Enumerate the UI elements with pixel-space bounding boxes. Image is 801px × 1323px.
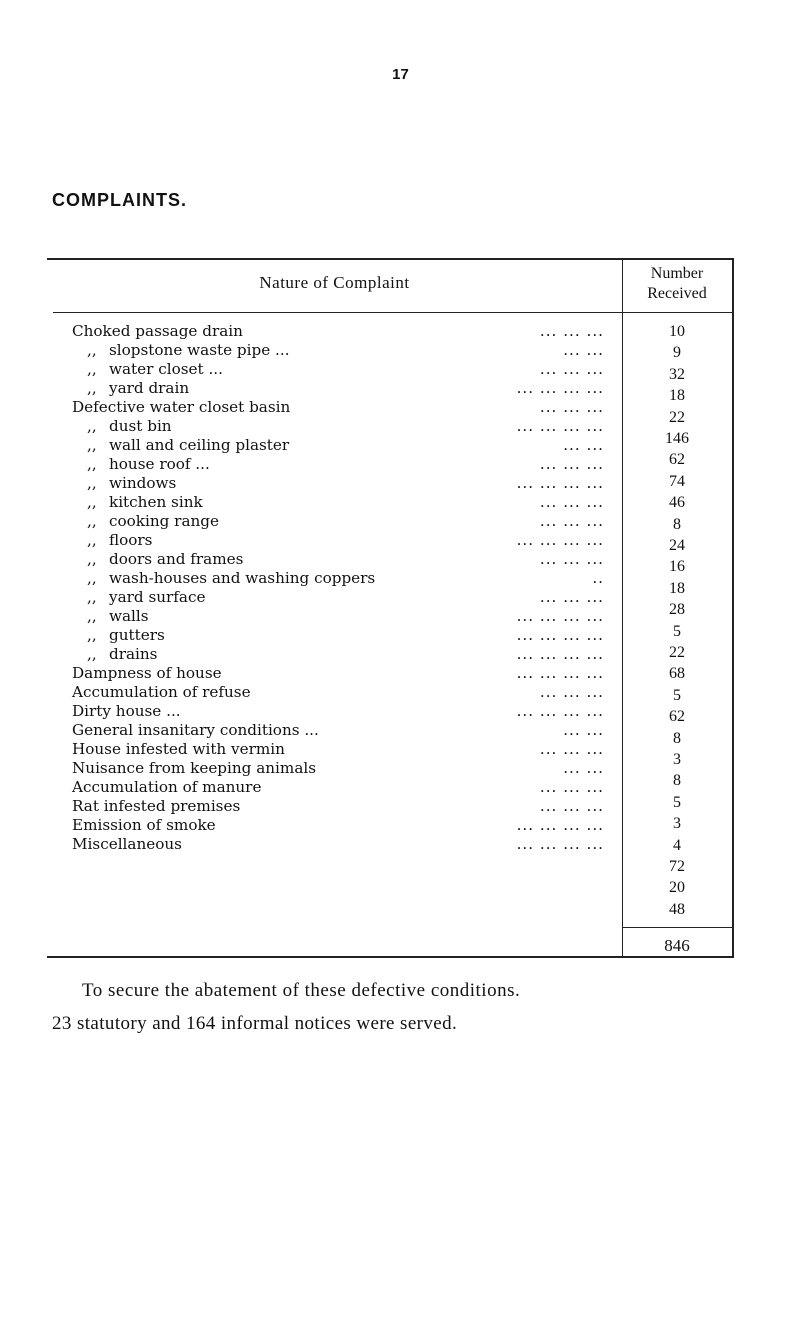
table-row xyxy=(47,493,734,512)
complaint-text: slopstone waste pipe ... xyxy=(109,341,290,359)
leader-dots: ... ... ... ... xyxy=(516,474,604,492)
leader-dots: ... ... ... xyxy=(539,512,604,530)
ditto-mark: ,, xyxy=(87,379,97,397)
complaint-label xyxy=(87,531,152,550)
complaint-text: water closet ... xyxy=(109,360,223,378)
number-received: 72 xyxy=(669,858,685,875)
number-received: 62 xyxy=(669,708,685,726)
complaint-label xyxy=(87,341,290,360)
leader-dots: ... ... ... ... xyxy=(516,702,604,720)
complaint-label xyxy=(87,550,243,569)
complaint-label xyxy=(72,797,240,816)
complaint-text: yard drain xyxy=(109,379,190,397)
table-row xyxy=(47,759,734,778)
leader-dots: ... ... ... ... xyxy=(516,531,604,549)
ditto-mark: ,, xyxy=(87,607,97,625)
number-received: 32 xyxy=(669,365,685,383)
leader-dots: ... ... ... ... xyxy=(516,417,604,435)
complaint-text: Accumulation of manure xyxy=(72,778,262,796)
table-row xyxy=(47,626,734,645)
leader-dots: ... ... ... xyxy=(539,322,604,340)
ditto-mark: ,, xyxy=(87,645,97,663)
number-received: 22 xyxy=(669,644,685,661)
ditto-mark: ,, xyxy=(87,360,97,378)
page-number: 17 xyxy=(392,66,409,83)
complaint-label xyxy=(87,417,172,436)
ditto-mark: ,, xyxy=(87,436,97,454)
number-received: 8 xyxy=(673,515,681,533)
leader-dots: ... ... ... ... xyxy=(516,835,604,853)
complaint-label xyxy=(72,322,243,341)
leader-dots: ... ... ... xyxy=(539,493,604,511)
complaint-label xyxy=(72,835,182,854)
complaint-label xyxy=(87,512,219,531)
complaint-text: Dampness of house xyxy=(72,664,222,682)
table-row xyxy=(47,778,734,797)
ditto-mark: ,, xyxy=(87,417,97,435)
table-row xyxy=(47,797,734,816)
complaint-label xyxy=(72,398,290,417)
table-row xyxy=(47,740,734,759)
complaint-text: Emission of smoke xyxy=(72,816,216,834)
table-row xyxy=(47,683,734,702)
leader-dots: .. xyxy=(592,569,604,587)
table-row xyxy=(47,702,734,721)
leader-dots: ... ... ... ... xyxy=(516,626,604,644)
total-value: 846 xyxy=(664,936,690,955)
complaint-text: kitchen sink xyxy=(109,493,203,511)
complaint-text: Rat infested premises xyxy=(72,797,241,815)
leader-dots: ... ... ... xyxy=(539,550,604,568)
complaint-label xyxy=(87,588,205,607)
table-row xyxy=(47,816,734,835)
number-received: 146 xyxy=(665,430,689,447)
complaint-text: House infested with vermin xyxy=(72,740,285,758)
ditto-mark: ,, xyxy=(87,626,97,644)
table-row xyxy=(47,607,734,626)
complaint-label xyxy=(87,607,149,626)
complaint-label xyxy=(87,455,210,474)
complaint-label xyxy=(87,474,176,493)
column-header-number-line2: Received xyxy=(647,285,707,302)
complaint-text: Miscellaneous xyxy=(72,835,182,853)
leader-dots: ... ... ... xyxy=(539,797,604,815)
complaint-text: floors xyxy=(109,531,153,549)
complaint-label xyxy=(72,683,251,702)
number-received: 5 xyxy=(673,793,681,811)
complaint-label xyxy=(87,569,375,588)
complaint-text: house roof ... xyxy=(109,455,210,473)
ditto-mark: ,, xyxy=(87,569,97,587)
leader-dots: ... ... xyxy=(563,721,604,739)
number-received: 62 xyxy=(669,451,685,469)
paragraph-abatement: To secure the abatement of these defective conditions. xyxy=(82,980,521,1001)
complaint-label xyxy=(87,379,189,398)
complaint-label xyxy=(72,740,285,759)
number-received: 22 xyxy=(669,408,685,426)
number-received: 24 xyxy=(669,537,685,554)
table-row xyxy=(47,721,734,740)
complaint-text: cooking range xyxy=(109,512,219,530)
leader-dots: ... ... ... xyxy=(539,398,604,416)
column-header-number-line1: Number xyxy=(650,265,704,282)
complaint-label xyxy=(87,645,157,664)
number-received: 9 xyxy=(673,344,681,362)
complaint-text: windows xyxy=(109,474,177,492)
number-received: 8 xyxy=(673,729,681,747)
leader-dots: ... ... xyxy=(563,341,604,359)
complaint-text: Dirty house ... xyxy=(72,702,181,720)
table-row xyxy=(47,550,734,569)
leader-dots: ... ... ... ... xyxy=(516,379,604,397)
leader-dots: ... ... xyxy=(563,436,604,454)
leader-dots: ... ... ... ... xyxy=(516,645,604,663)
complaint-label xyxy=(72,664,222,683)
leader-dots: ... ... ... ... xyxy=(516,816,604,834)
complaint-text: wash-houses and washing coppers xyxy=(109,569,376,587)
number-received: 46 xyxy=(669,494,685,512)
leader-dots: ... ... ... xyxy=(539,778,604,796)
number-received: 10 xyxy=(669,323,685,340)
ditto-mark: ,, xyxy=(87,531,97,549)
section-heading: COMPLAINTS. xyxy=(52,190,187,210)
leader-dots: ... ... ... xyxy=(539,360,604,378)
number-received: 68 xyxy=(669,665,685,683)
number-received: 18 xyxy=(669,387,685,405)
complaint-text: wall and ceiling plaster xyxy=(109,436,290,454)
complaint-text: gutters xyxy=(109,626,165,644)
complaint-label xyxy=(87,436,289,455)
complaint-text: Choked passage drain xyxy=(72,322,243,340)
number-received: 28 xyxy=(669,601,685,619)
ditto-mark: ,, xyxy=(87,341,97,359)
number-received: 16 xyxy=(669,558,685,576)
complaint-label xyxy=(72,759,316,778)
leader-dots: ... ... ... xyxy=(539,740,604,758)
complaint-label xyxy=(72,816,216,835)
number-received: 74 xyxy=(669,472,685,490)
complaint-text: Nuisance from keeping animals xyxy=(72,759,317,777)
complaint-text: Accumulation of refuse xyxy=(72,683,251,701)
ditto-mark: ,, xyxy=(87,588,97,606)
table-row xyxy=(47,835,734,854)
complaint-text: Defective water closet basin xyxy=(72,398,291,416)
complaint-text: General insanitary conditions ... xyxy=(72,721,319,739)
total-rule xyxy=(622,927,732,928)
header-rule xyxy=(53,312,732,313)
table-row xyxy=(47,588,734,607)
number-received: 3 xyxy=(673,751,681,768)
ditto-mark: ,, xyxy=(87,474,97,492)
complaint-text: drains xyxy=(109,645,158,663)
ditto-mark: ,, xyxy=(87,493,97,511)
number-received: 18 xyxy=(669,579,685,597)
number-received: 20 xyxy=(669,879,685,897)
ditto-mark: ,, xyxy=(87,550,97,568)
column-header-nature: Nature of Complaint xyxy=(259,273,410,292)
column-header-number xyxy=(622,264,732,304)
number-received: 8 xyxy=(673,772,681,790)
leader-dots: ... ... xyxy=(563,759,604,777)
ditto-mark: ,, xyxy=(87,512,97,530)
complaint-text: dust bin xyxy=(109,417,172,435)
table-row xyxy=(47,531,734,550)
number-received: 3 xyxy=(673,815,681,833)
number-received: 5 xyxy=(673,622,681,640)
table-row xyxy=(47,512,734,531)
complaint-label xyxy=(72,778,261,797)
leader-dots: ... ... ... xyxy=(539,588,604,606)
leader-dots: ... ... ... ... xyxy=(516,664,604,682)
leader-dots: ... ... ... xyxy=(539,683,604,701)
table-row xyxy=(47,474,734,493)
complaint-label xyxy=(87,493,203,512)
number-received: 5 xyxy=(673,686,681,704)
complaint-label xyxy=(72,702,181,721)
complaint-text: walls xyxy=(109,607,149,625)
number-received: 48 xyxy=(669,900,685,918)
leader-dots: ... ... ... ... xyxy=(516,607,604,625)
complaint-label xyxy=(87,360,223,379)
number-received: 4 xyxy=(673,836,681,854)
leader-dots: ... ... ... xyxy=(539,455,604,473)
complaint-text: doors and frames xyxy=(109,550,244,568)
ditto-mark: ,, xyxy=(87,455,97,473)
table-row xyxy=(47,569,734,588)
complaint-text: yard surface xyxy=(109,588,206,606)
table-row xyxy=(47,645,734,664)
complaint-label xyxy=(72,721,319,740)
paragraph-notices: 23 statutory and 164 informal notices were served. xyxy=(52,1013,458,1034)
table-row xyxy=(47,664,734,683)
complaints-table xyxy=(47,258,734,958)
complaint-label xyxy=(87,626,165,645)
